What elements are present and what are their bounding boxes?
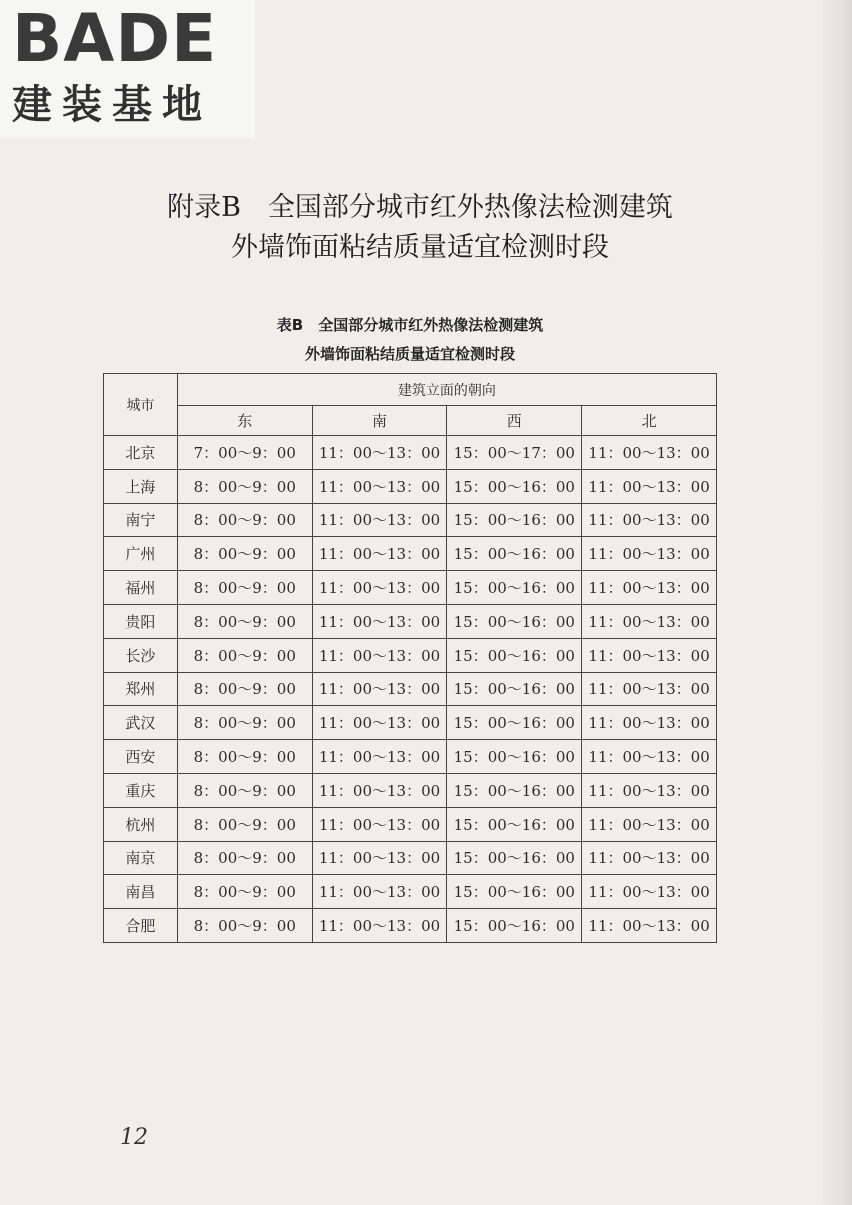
time-window-cell: 11：00～13：00 xyxy=(582,909,717,943)
time-window-cell: 8：00～9：00 xyxy=(177,841,312,875)
time-window-cell: 11：00～13：00 xyxy=(582,841,717,875)
direction-east-header: 东 xyxy=(177,406,312,436)
city-cell: 南昌 xyxy=(104,875,178,909)
direction-south-header: 南 xyxy=(312,406,447,436)
time-window-cell: 11：00～13：00 xyxy=(312,604,447,638)
table-row xyxy=(104,571,717,605)
brand-logo xyxy=(0,0,255,138)
table-row xyxy=(104,740,717,774)
city-cell: 福州 xyxy=(104,571,178,605)
time-window-cell: 11：00～13：00 xyxy=(582,503,717,537)
city-cell: 上海 xyxy=(104,469,178,503)
time-window-cell: 11：00～13：00 xyxy=(582,672,717,706)
time-window-cell: 11：00～13：00 xyxy=(312,773,447,807)
table-caption-line1: 表B 全国部分城市红外热像法检测建筑 xyxy=(276,316,544,334)
time-window-cell: 11：00～13：00 xyxy=(312,638,447,672)
page-edge xyxy=(822,0,852,1205)
time-window-cell: 15：00～17：00 xyxy=(447,436,582,470)
table-row xyxy=(104,773,717,807)
time-window-cell: 11：00～13：00 xyxy=(312,571,447,605)
time-window-cell: 11：00～13：00 xyxy=(312,875,447,909)
time-window-cell: 15：00～16：00 xyxy=(447,909,582,943)
time-window-cell: 11：00～13：00 xyxy=(582,537,717,571)
table-row xyxy=(104,537,717,571)
table-caption-line2: 外墙饰面粘结质量适宜检测时段 xyxy=(304,345,515,363)
time-window-cell: 15：00～16：00 xyxy=(447,807,582,841)
table-row xyxy=(104,909,717,943)
city-cell: 长沙 xyxy=(104,638,178,672)
time-window-cell: 15：00～16：00 xyxy=(447,841,582,875)
city-cell: 广州 xyxy=(104,537,178,571)
city-cell: 西安 xyxy=(104,740,178,774)
time-window-cell: 15：00～16：00 xyxy=(447,537,582,571)
time-window-cell: 11：00～13：00 xyxy=(582,571,717,605)
time-window-cell: 8：00～9：00 xyxy=(177,604,312,638)
city-cell: 武汉 xyxy=(104,706,178,740)
time-window-cell: 11：00～13：00 xyxy=(582,875,717,909)
time-window-cell: 11：00～13：00 xyxy=(582,604,717,638)
city-cell: 北京 xyxy=(104,436,178,470)
time-window-cell: 8：00～9：00 xyxy=(177,909,312,943)
time-window-cell: 15：00～16：00 xyxy=(447,503,582,537)
time-window-cell: 15：00～16：00 xyxy=(447,604,582,638)
table-header-row xyxy=(104,374,717,406)
city-cell: 贵阳 xyxy=(104,604,178,638)
time-window-cell: 11：00～13：00 xyxy=(312,740,447,774)
time-window-cell: 8：00～9：00 xyxy=(177,706,312,740)
city-header: 城市 xyxy=(104,374,178,436)
table-row xyxy=(104,841,717,875)
time-window-cell: 11：00～13：00 xyxy=(312,706,447,740)
time-window-cell: 7：00～9：00 xyxy=(177,436,312,470)
time-window-cell: 15：00～16：00 xyxy=(447,571,582,605)
time-window-cell: 8：00～9：00 xyxy=(177,807,312,841)
time-window-cell: 8：00～9：00 xyxy=(177,773,312,807)
table-row xyxy=(104,807,717,841)
time-window-cell: 11：00～13：00 xyxy=(582,469,717,503)
table-row xyxy=(104,875,717,909)
time-window-cell: 8：00～9：00 xyxy=(177,638,312,672)
time-window-cell: 8：00～9：00 xyxy=(177,503,312,537)
time-window-cell: 11：00～13：00 xyxy=(312,807,447,841)
city-cell: 合肥 xyxy=(104,909,178,943)
time-window-cell: 8：00～9：00 xyxy=(177,740,312,774)
city-cell: 南京 xyxy=(104,841,178,875)
time-window-cell: 8：00～9：00 xyxy=(177,672,312,706)
table-row xyxy=(104,638,717,672)
page-number: 12 xyxy=(120,1125,148,1150)
time-window-cell: 11：00～13：00 xyxy=(312,841,447,875)
appendix-title-line1: 附录B 全国部分城市红外热像法检测建筑 xyxy=(167,192,673,223)
time-window-cell: 15：00～16：00 xyxy=(447,706,582,740)
table-row xyxy=(104,672,717,706)
time-window-cell: 8：00～9：00 xyxy=(177,571,312,605)
table-row xyxy=(104,706,717,740)
direction-west-header: 西 xyxy=(447,406,582,436)
table-row xyxy=(104,469,717,503)
appendix-title-line2: 外墙饰面粘结质量适宜检测时段 xyxy=(231,232,609,263)
table-row xyxy=(104,436,717,470)
logo-chinese-name: 建装基地 xyxy=(12,82,212,128)
time-window-cell: 11：00～13：00 xyxy=(312,537,447,571)
orientation-group-header: 建筑立面的朝向 xyxy=(177,374,716,406)
time-window-cell: 15：00～16：00 xyxy=(447,638,582,672)
city-cell: 重庆 xyxy=(104,773,178,807)
time-window-cell: 15：00～16：00 xyxy=(447,740,582,774)
time-window-cell: 11：00～13：00 xyxy=(312,672,447,706)
time-window-cell: 15：00～16：00 xyxy=(447,875,582,909)
direction-north-header: 北 xyxy=(582,406,717,436)
time-window-cell: 11：00～13：00 xyxy=(582,706,717,740)
time-window-cell: 11：00～13：00 xyxy=(582,773,717,807)
table-row xyxy=(104,604,717,638)
time-window-cell: 8：00～9：00 xyxy=(177,469,312,503)
time-window-cell: 11：00～13：00 xyxy=(582,638,717,672)
time-window-cell: 11：00～13：00 xyxy=(312,503,447,537)
time-window-cell: 11：00～13：00 xyxy=(582,740,717,774)
time-window-cell: 8：00～9：00 xyxy=(177,537,312,571)
time-window-cell: 15：00～16：00 xyxy=(447,469,582,503)
city-cell: 郑州 xyxy=(104,672,178,706)
time-window-cell: 15：00～16：00 xyxy=(447,773,582,807)
city-cell: 杭州 xyxy=(104,807,178,841)
time-window-cell: 11：00～13：00 xyxy=(582,436,717,470)
time-window-cell: 11：00～13：00 xyxy=(312,909,447,943)
time-window-cell: 11：00～13：00 xyxy=(312,436,447,470)
time-window-cell: 11：00～13：00 xyxy=(312,469,447,503)
time-window-cell: 15：00～16：00 xyxy=(447,672,582,706)
city-cell: 南宁 xyxy=(104,503,178,537)
detection-time-table xyxy=(103,373,717,943)
time-window-cell: 8：00～9：00 xyxy=(177,875,312,909)
direction-header-row xyxy=(104,406,717,436)
logo-wordmark: BADE xyxy=(12,0,218,77)
table-row xyxy=(104,503,717,537)
time-window-cell: 11：00～13：00 xyxy=(582,807,717,841)
